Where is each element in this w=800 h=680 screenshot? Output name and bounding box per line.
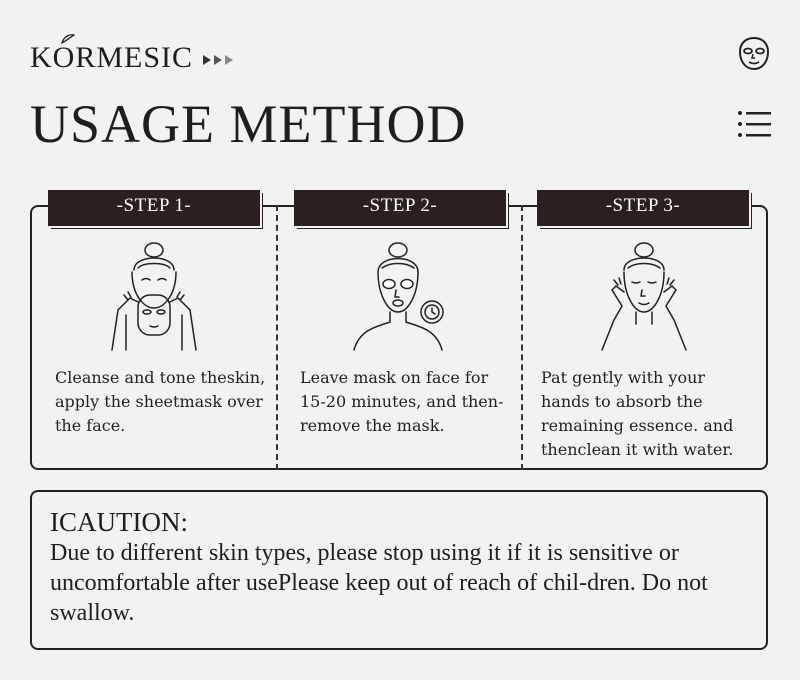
step-2-banner: -STEP 2- [294, 190, 506, 226]
step-2-text: Leave mask on face for 15-20 minutes, and then-remove the mask. [300, 368, 504, 435]
brand-name: KORMESIC [30, 41, 194, 74]
step-divider [521, 205, 523, 470]
caution-title: ICAUTION: [50, 507, 188, 537]
step-3-text: Pat gently with your hands to absorb the remaining essence. and thenclean it with water. [541, 368, 734, 459]
arrows-icon [203, 55, 233, 65]
page-title: USAGE METHOD [30, 94, 467, 154]
brand-row [30, 38, 233, 78]
menu-icon[interactable] [738, 110, 772, 138]
step-1-text: Cleanse and tone theskin, apply the sheetmask over the face. [55, 368, 266, 435]
step-3-banner: -STEP 3- [537, 190, 749, 226]
apply-mask-icon [104, 240, 204, 355]
pat-face-icon [594, 240, 694, 355]
leaf-icon [61, 34, 75, 44]
caution-text: Due to different skin types, please stop using it if it is sensitive or uncomfortable after usePlease keep out of reach of chil-dren. Do not swallow. [50, 540, 708, 626]
wear-mask-timer-icon [350, 240, 450, 355]
step-1-banner: -STEP 1- [48, 190, 260, 226]
step-divider [276, 205, 278, 470]
face-mask-icon [736, 36, 772, 72]
brand-logo [30, 38, 193, 78]
